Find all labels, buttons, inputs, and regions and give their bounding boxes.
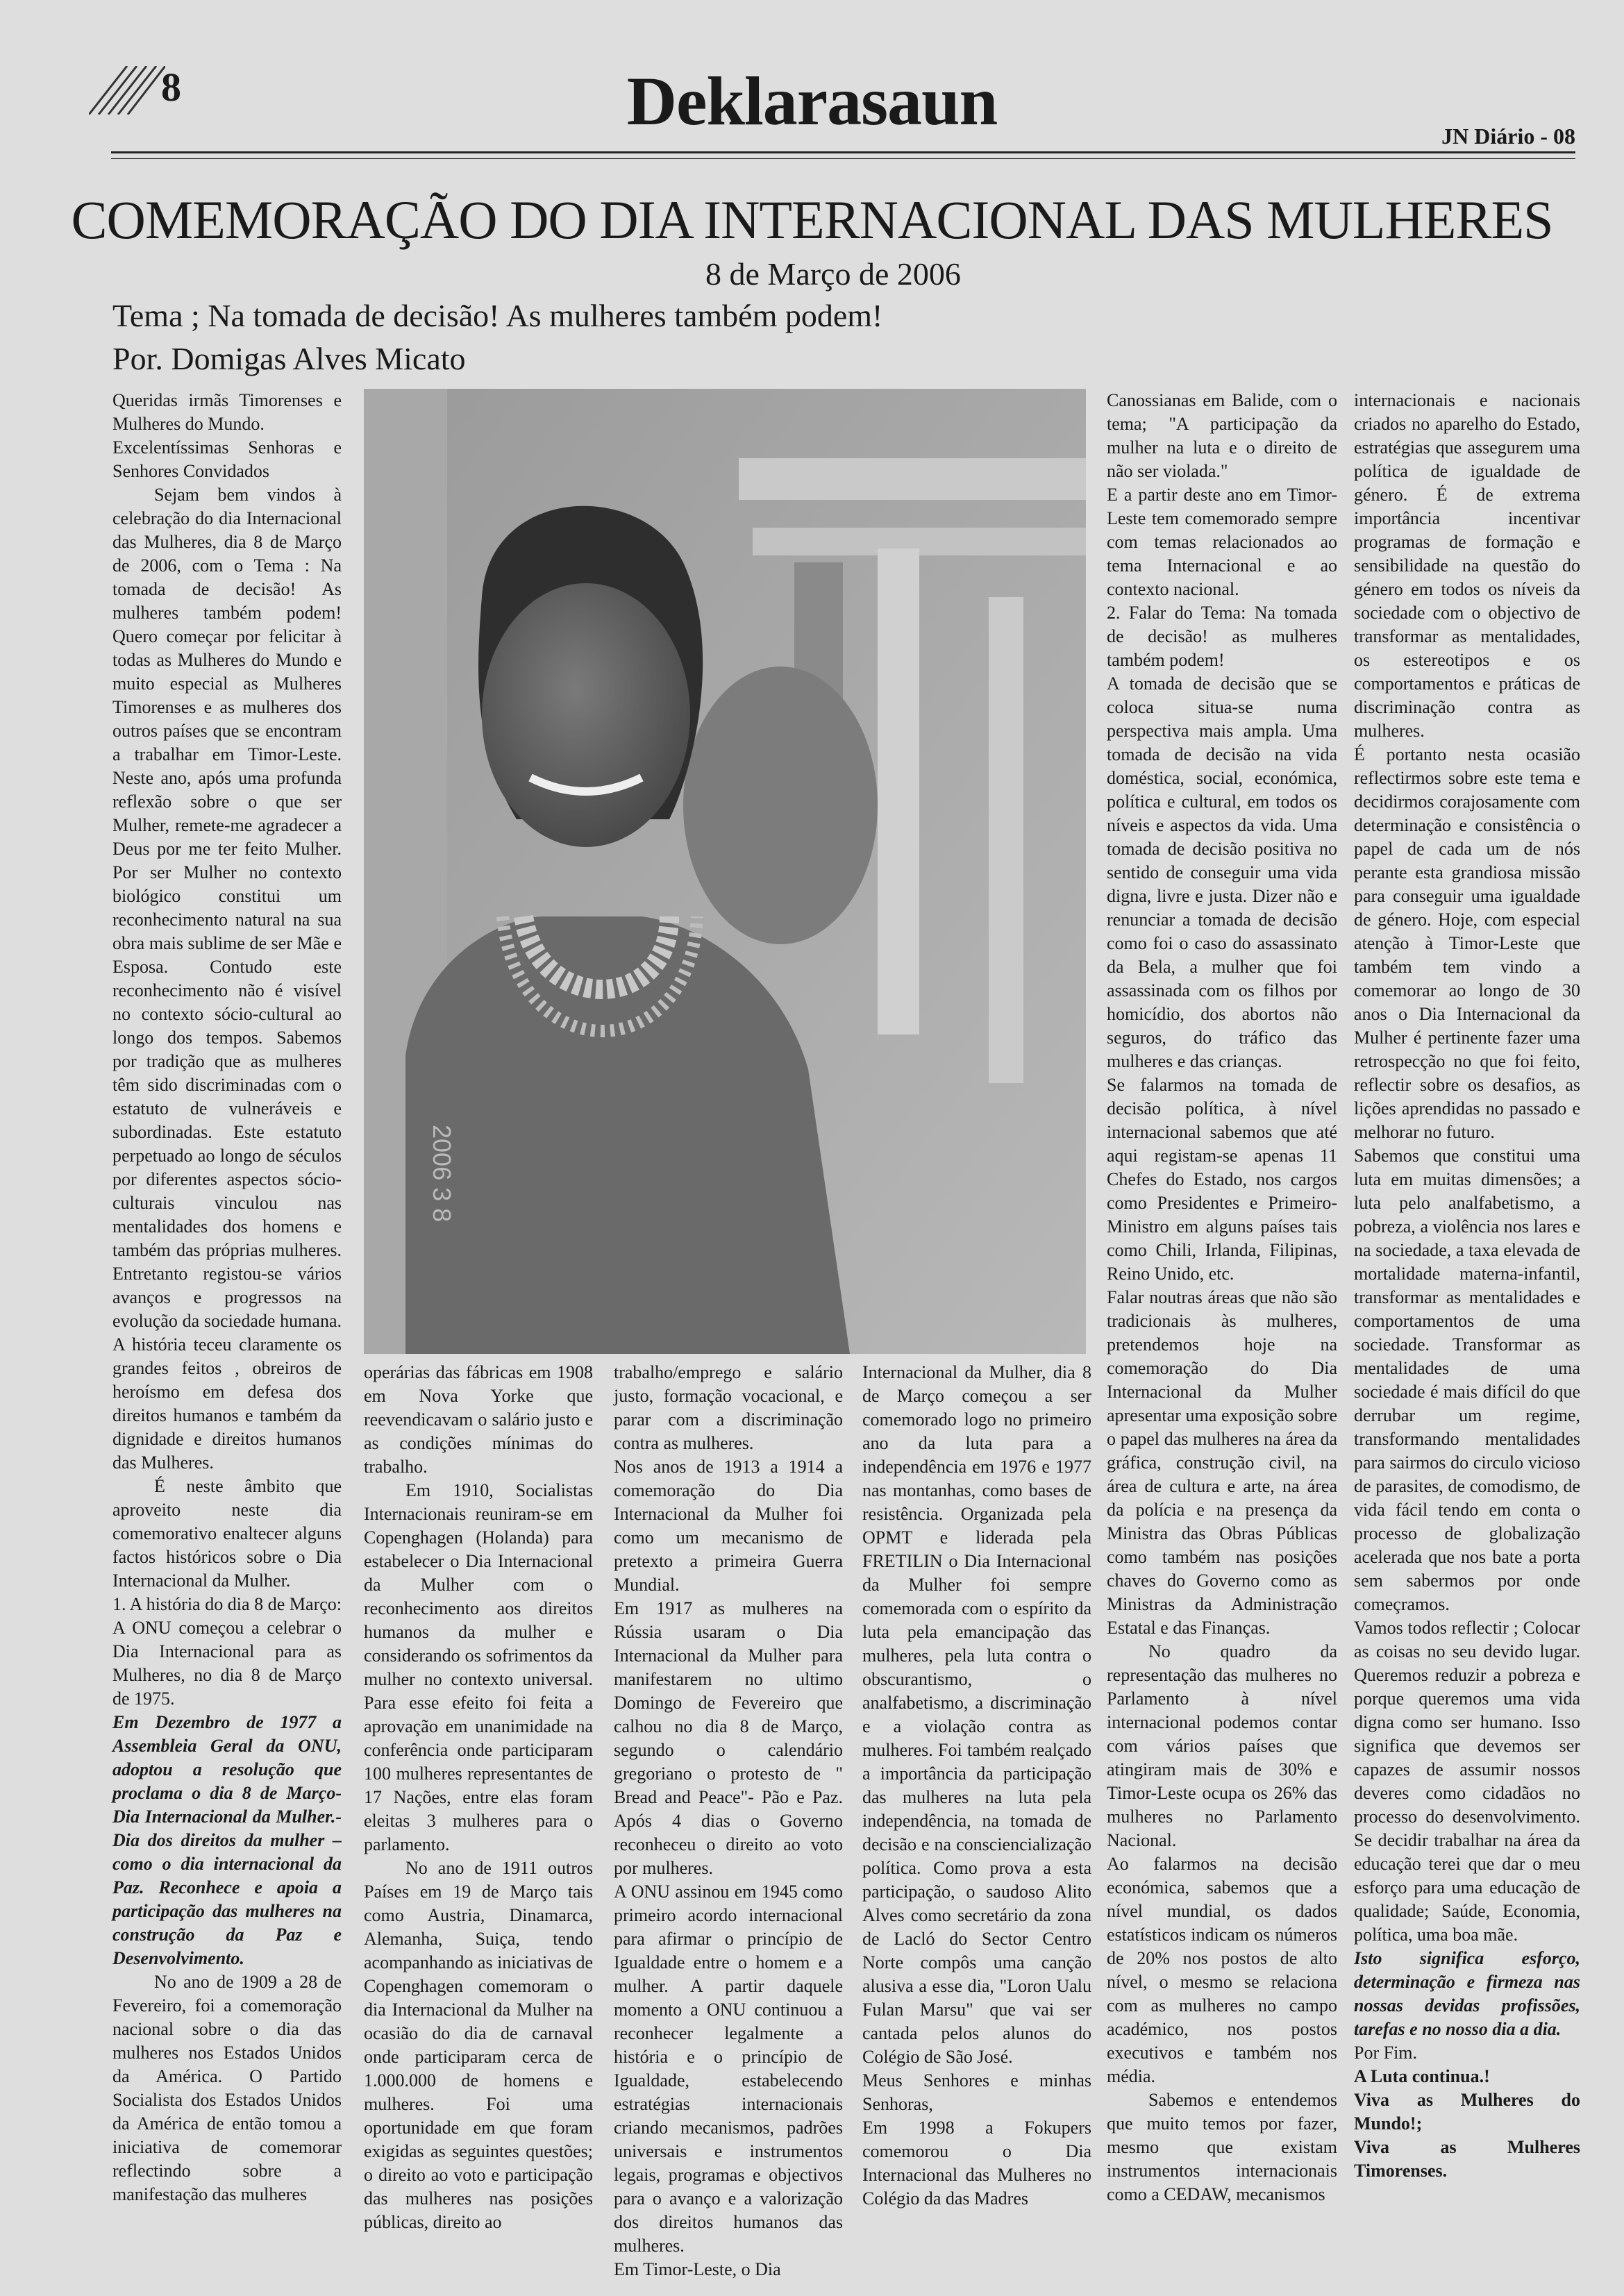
header-rule-thin [111, 158, 1575, 159]
paragraph: Sejam bem vindos à celebração do dia Internacional das Mulheres, dia 8 de Março de 2006, com o Tema : Na tomada de decisão! As mulheres também podem! Quero começar por felicitar à todas as Mulheres do Mundo e muito especial as Mulheres Timorenses e as mulheres dos outros países que se encontram a trabalhar em Timor-Leste. Neste ano, após uma profunda reflexão sobre o que ser Mulher, remete-me agradecer a Deus por me ter feito Mulher. Por ser Mulher no contexto biológico constitui um reconhecimento natural na sua obra mais sublime de ser Mãe e Esposa. Contudo este reconhecimento não é visível no contexto sócio-cultural ao longo dos tempos. Sabemos por tradição que as mulheres têm sido discriminadas com o estatuto de vulneráveis e subordinadas. Este estatuto perpetuado ao longo de séculos por diferentes aspectos sócio-culturais vinculou nas mentalidades dos homens e também das próprias mulheres. Entretanto registou-se vários avanços e progressos na evolução da sociedade humana. A história teceu claramente os grandes feitos , obreiros de heroísmo em defesa dos direitos humanos e também da dignidade e direitos humanos das Mulheres. [112, 485, 342, 1473]
column-1 [112, 389, 342, 2206]
column-6 [1354, 389, 1580, 2183]
header-rule [111, 151, 1575, 153]
article-author: Por. Domigas Alves Micato [112, 341, 466, 376]
paragraph: Por Fim. [1354, 2043, 1418, 2063]
paragraph-emphasis: Em Dezembro de 1977 a Assembleia Geral da ONU, adoptou a resolução que proclama o dia 8 de Março-Dia Internacional da Mulher.- Dia dos direitos da mulher – como o dia internacional da Paz. Reconhece e apoia a participação das mulheres na construção da Paz e Desenvolvimento. [112, 1712, 342, 1968]
paragraph: Falar noutras áreas que não são tradicionais às mulheres, pretendemos hoje na comemoração do Dia Internacional da Mulher apresentar uma exposição sobre o papel das mulheres na área da gráfica, construção civil, na área de cultura e arte, na área da polícia e na presença da Ministra das Obras Públicas como também nas posições chaves do Governo como as Ministras da Administração Estatal e das Finanças. [1107, 1287, 1337, 1638]
portrait-photo [364, 389, 1086, 1354]
paragraph: No ano de 1909 a 28 de Fevereiro, foi a comemoração nacional sobre o dia das mulheres nos Estados Unidos da América. O Partido Socialista dos Estados Unidos da América de então tomou a iniciativa de comemorar reflectindo sobre a manifestação das mulheres [112, 1972, 342, 2204]
paragraph-emphasis: Isto significa esforço, determinação e firmeza nas nossas devidas profissões, tarefas e no nosso dia a dia. [1354, 1948, 1580, 2039]
photo-date-stamp: 2006 3 8 [428, 1125, 456, 1223]
paragraph: Nos anos de 1913 a 1914 a comemoração do Dia Internacional da Mulher foi como um mecanismo de pretexto a primeira Guerra Mundial. [614, 1457, 843, 1595]
paragraph: Meus Senhores e minhas Senhoras, [862, 2070, 1091, 2114]
paragraph: E a partir deste ano em Timor-Leste tem comemorado sempre com temas relacionados ao tema Internacional e ao contexto nacional. [1107, 485, 1337, 599]
closing-line: A Luta continua.! [1354, 2066, 1490, 2086]
headline: COMEMORAÇÃO DO DIA INTERNACIONAL DAS MULHERES [71, 190, 1553, 250]
paragraph: É portanto nesta ocasião reflectirmos sobre este tema e decidirmos corajosamente com determinação e consistência o papel de cada um de nós perante esta grandiosa missão para conseguir uma igualdade de género. Hoje, com especial atenção à Timor-Leste que também tem vindo a comemorar ao longo de 30 anos o Dia Internacional da Mulher é pertinente fazer uma retrospecção no que foi feito, reflectir sobre os desafios, as lições aprendidas no passado e melhorar no futuro. [1354, 744, 1580, 1142]
paragraph: Queridas irmãs Timorenses e Mulheres do Mundo. [112, 390, 342, 434]
closing-line: Viva as Mulheres Timorenses. [1354, 2137, 1580, 2181]
paragraph: Internacional da Mulher, dia 8 de Março começou a ser comemorado logo no primeiro ano da luta para a independência em 1976 e 1977 nas montanhas, como bases de resistência. Organizada pela OPMT e liderada pela FRETILIN o Dia Internacional da Mulher foi sempre comemorada com o espírito da luta pela emancipação das mulheres, pela luta contra o obscurantismo, o analfabetismo, a discriminação e a violação contra as mulheres. Foi também realçado a importância da participação das mulheres na luta pela independência, na tomada de decisão e na consciencialização política. Como prova a esta participação, o saudoso Alito Alves como secretário da zona de Lacló do Sector Centro Norte compôs uma canção alusiva a esse dia, "Loron Ualu Fulan Marsu" que vai ser cantada pelos alunos do Colégio de São José. [862, 1362, 1091, 2067]
article-theme: Tema ; Na tomada de decisão! As mulheres também podem! [112, 298, 883, 333]
column-3 [614, 1361, 843, 2281]
paragraph: Em Timor-Leste, o Dia [614, 2259, 781, 2279]
paragraph: Excelentíssimas Senhoras e Senhores Convidados [112, 437, 342, 481]
paragraph: trabalho/emprego e salário justo, formação vocacional, e parar com a discriminação contra as mulheres. [614, 1362, 843, 1453]
paragraph: Canossianas em Balide, com o tema; "A participação da mulher na luta e o direito de não ser violada." [1107, 390, 1337, 481]
paragraph: 2. Falar do Tema: Na tomada de decisão! as mulheres também podem! [1107, 603, 1337, 670]
closing-line: Viva as Mulheres do Mundo!; [1354, 2090, 1580, 2134]
page-number: 8 [161, 65, 181, 110]
paragraph: Se falarmos na tomada de decisão política, à nível internacional sabemos que até aqui registam-se apenas 11 Chefes do Estado, nos cargos como Presidentes e Primeiro-Ministro em alguns países tais como Chili, Irlanda, Filipinas, Reino Unido, etc. [1107, 1075, 1337, 1284]
paragraph: Vamos todos reflectir ; Colocar as coisas no seu devido lugar. Queremos reduzir a pobreza e porque queremos uma vida digna como ser humano. Isso significa que devemos ser capazes de assumir nossos deveres como cidadãos no processo do desenvolvimento. Se decidir trabalhar na área da educação terei que dar o meu esforço para uma educação de qualidade; Saúde, Economia, política, uma boa mãe. [1354, 1618, 1580, 1945]
paragraph: Em 1917 as mulheres na Rússia usaram o Dia Internacional da Mulher para manifestarem no ultimo Domingo de Fevereiro que calhou no dia 8 de Março, segundo o calendário gregoriano o protesto de " Bread and Peace"- Pão e Paz. Após 4 dias o Governo reconheceu o direito ao voto por mulheres. [614, 1598, 843, 1878]
column-2 [364, 1361, 593, 2234]
article-date: 8 de Março de 2006 [705, 256, 961, 292]
paragraph: Em 1910, Socialistas Internacionais reuniram-se em Copenghagen (Holanda) para estabelecer o Dia Internacional da Mulher com o reconhecimento aos direitos humanos da mulher e considerando os sofrimentos da mulher no contexto universal. Para esse efeito foi feita a aprovação em unanimidade na conferência onde participaram 100 mulheres representantes de 17 Nações, entre elas foram eleitas 3 mulheres para o parlamento. [364, 1480, 593, 1854]
issue-label: JN Diário - 08 [1441, 124, 1575, 149]
paragraph: No ano de 1911 outros Países em 19 de Março tais como Austria, Dinamarca, Alemanha, Suiça, tendo acompanhando as iniciativas de Copenghagen comemoram o dia Internacional da Mulher na ocasião do dia de carnaval onde participaram cerca de 1.000.000 de homens e mulheres. Foi uma oportunidade em que foram exigidas as seguintes questões; o direito ao voto e participação das mulheres nas posições públicas, direito ao [364, 1858, 593, 2232]
paragraph: Ao falarmos na decisão económica, sabemos que a nível mundial, os dados estatísticos indicam os números de 20% nos postos de alto nível, o mesmo se relaciona com as mulheres no campo académico, nos postos executivos e também nos média. [1107, 1854, 1337, 2086]
paragraph: internacionais e nacionais criados no aparelho do Estado, estratégias que assegurem uma política de igualdade de género. É de extrema importância incentivar programas de formação e sensibilidade na questão do género em todos os níveis da sociedade com o objectivo de transformar as mentalidades, os estereotipos e os comportamentos e práticas de discriminação contra as mulheres. [1354, 390, 1580, 741]
paragraph: É neste âmbito que aproveito neste dia comemorativo enaltecer alguns factos históricos sobre o Dia Internacional da Mulher. [112, 1476, 342, 1591]
paragraph: operárias das fábricas em 1908 em Nova Yorke que reevendicavam o salário justo e as condições mínimas do trabalho. [364, 1362, 593, 1477]
column-5 [1107, 389, 1337, 2206]
paragraph: Em 1998 a Fokupers comemorou o Dia Internacional das Mulheres no Colégio da das Madres [862, 2118, 1091, 2209]
paragraph: Sabemos e entendemos que muito temos por fazer, mesmo que existam instrumentos internacionais como a CEDAW, mecanismos [1107, 2090, 1337, 2204]
masthead: Deklarasaun [626, 62, 998, 140]
paragraph: A tomada de decisão que se coloca situa-se numa perspectiva mais ampla. Uma tomada de decisão na vida doméstica, social, económica, política e cultural, em todos os níveis e aspectos da vida. Uma tomada de decisão positiva no sentido de conseguir uma vida digna, livre e justa. Dizer não e renunciar a tomada de decisão como foi o caso do assassinato da Bela, a mulher que foi assassinada com os filhos por homicídio, dos abortos não seguros, do tráfico das mulheres e das crianças. [1107, 673, 1337, 1071]
paragraph: 1. A história do dia 8 de Março: A ONU começou a celebrar o Dia Internacional para as Mulheres, no dia 8 de Março de 1975. [112, 1594, 342, 1709]
paragraph: No quadro da representação das mulheres no Parlamento à nível internacional podemos contar com vários países que atingiram mais de 30% e Timor-Leste ocupa os 26% das mulheres no Parlamento Nacional. [1107, 1641, 1337, 1850]
paragraph: Sabemos que constitui uma luta em muitas dimensões; a luta pelo analfabetismo, a pobreza, a violência nos lares e na sociedade, a taxa elevada de mortalidade materna-infantil, transformar as mentalidades e comportamentos de uma sociedade. Transformar as mentalidades de uma sociedade é mais difícil do que derrubar um regime, transformando mentalidades para sairmos do circulo vicioso de parasites, de comodismo, de vida fácil tendo em conta o processo de globalização acelerada que nos bate a porta sem sabermos por onde começramos. [1354, 1146, 1580, 1614]
paragraph: A ONU assinou em 1945 como primeiro acordo internacional para afirmar o princípio de Igualdade entre o homem e a mulher. A partir daquele momento a ONU continuou a reconhecer legalmente a história e o princípio de Igualdade, estabelecendo estratégias internacionais criando mecanismos, padrões universais e instrumentos legais, programas e objectivos para o avanço e a valorização dos direitos humanos das mulheres. [614, 1882, 843, 2256]
column-4 [862, 1361, 1091, 2211]
